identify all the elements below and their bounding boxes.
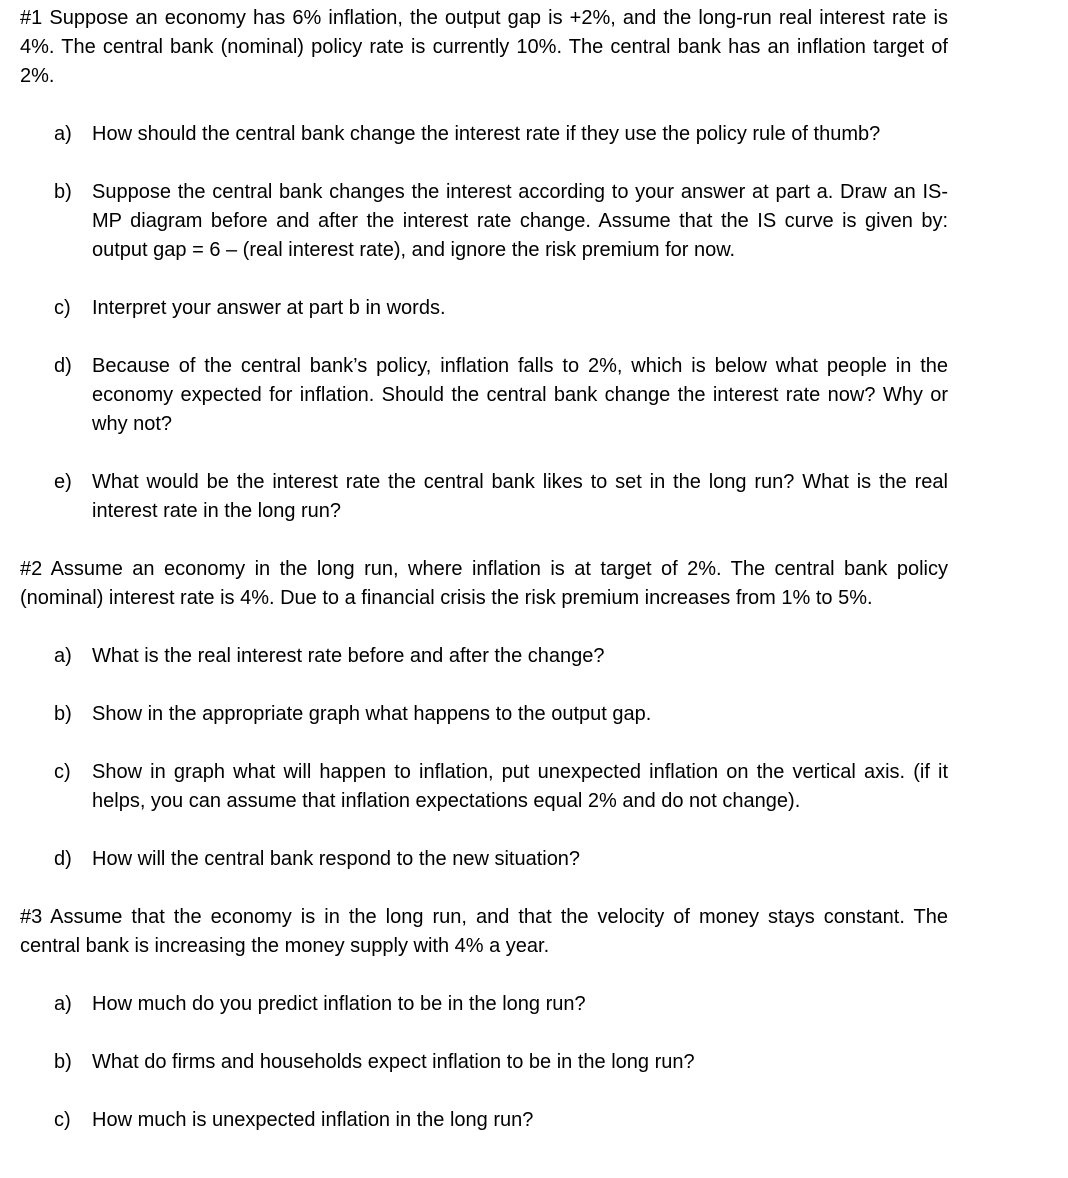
part-text: Suppose the central bank changes the interest according to your answer at part a. Draw an IS-MP diagram before and after the interest rate change. Assume that the IS curve is given by: output gap = 6 – (real interest rate), and ignore the risk premium for now. bbox=[92, 181, 948, 261]
problem-1-intro: #1 Suppose an economy has 6% inflation, the output gap is +2%, and the long-run real interest rate is 4%. The central bank (nominal) policy rate is currently 10%. The central bank has an inflation target of 2%. bbox=[20, 7, 948, 87]
problem-1-part-d bbox=[54, 352, 948, 439]
part-text: How much is unexpected inflation in the long run? bbox=[92, 1109, 534, 1131]
problem-3-part-c bbox=[54, 1106, 948, 1135]
part-letter: a) bbox=[54, 993, 72, 1015]
problem-1-part-a bbox=[54, 120, 948, 149]
problem-1-part-c bbox=[54, 294, 948, 323]
part-letter: e) bbox=[54, 471, 72, 493]
problem-2-part-c bbox=[54, 758, 948, 816]
part-letter: b) bbox=[54, 1051, 72, 1073]
problem-1-part-e bbox=[54, 468, 948, 526]
problem-3-part-a bbox=[54, 990, 948, 1019]
part-text: What is the real interest rate before and after the change? bbox=[92, 645, 605, 667]
part-letter: d) bbox=[54, 848, 72, 870]
part-letter: b) bbox=[54, 703, 72, 725]
problem-2-intro: #2 Assume an economy in the long run, where inflation is at target of 2%. The central bank policy (nominal) interest rate is 4%. Due to a financial crisis the risk premium increases from 1% to 5%. bbox=[20, 558, 948, 609]
part-text: How much do you predict inflation to be in the long run? bbox=[92, 993, 586, 1015]
problem-3-part-b bbox=[54, 1048, 948, 1077]
part-letter: b) bbox=[54, 181, 72, 203]
part-letter: a) bbox=[54, 123, 72, 145]
problem-2-part-b bbox=[54, 700, 948, 729]
part-letter: d) bbox=[54, 355, 72, 377]
problem-1-part-b bbox=[54, 178, 948, 265]
part-letter: c) bbox=[54, 761, 71, 783]
part-text: What would be the interest rate the central bank likes to set in the long run? What is the real interest rate in the long run? bbox=[92, 471, 948, 522]
part-text: Interpret your answer at part b in words. bbox=[92, 297, 446, 319]
problem-2-part-a bbox=[54, 642, 948, 671]
part-letter: c) bbox=[54, 297, 71, 319]
part-text: How will the central bank respond to the new situation? bbox=[92, 848, 581, 870]
part-text: Because of the central bank’s policy, inflation falls to 2%, which is below what people in the economy expected for inflation. Should the central bank change the interest rate now? Why or why not? bbox=[92, 355, 948, 435]
part-text: How should the central bank change the interest rate if they use the policy rule of thumb? bbox=[92, 123, 881, 145]
problem-2-part-d bbox=[54, 845, 948, 874]
part-letter: a) bbox=[54, 645, 72, 667]
problem-3-intro: #3 Assume that the economy is in the long run, and that the velocity of money stays constant. The central bank is increasing the money supply with 4% a year. bbox=[20, 906, 948, 957]
part-text: Show in graph what will happen to inflation, put unexpected inflation on the vertical axis. (if it helps, you can assume that inflation expectations equal 2% and do not change). bbox=[92, 761, 948, 812]
part-text: What do firms and households expect inflation to be in the long run? bbox=[92, 1051, 695, 1073]
part-text: Show in the appropriate graph what happens to the output gap. bbox=[92, 703, 652, 725]
part-letter: c) bbox=[54, 1109, 71, 1131]
